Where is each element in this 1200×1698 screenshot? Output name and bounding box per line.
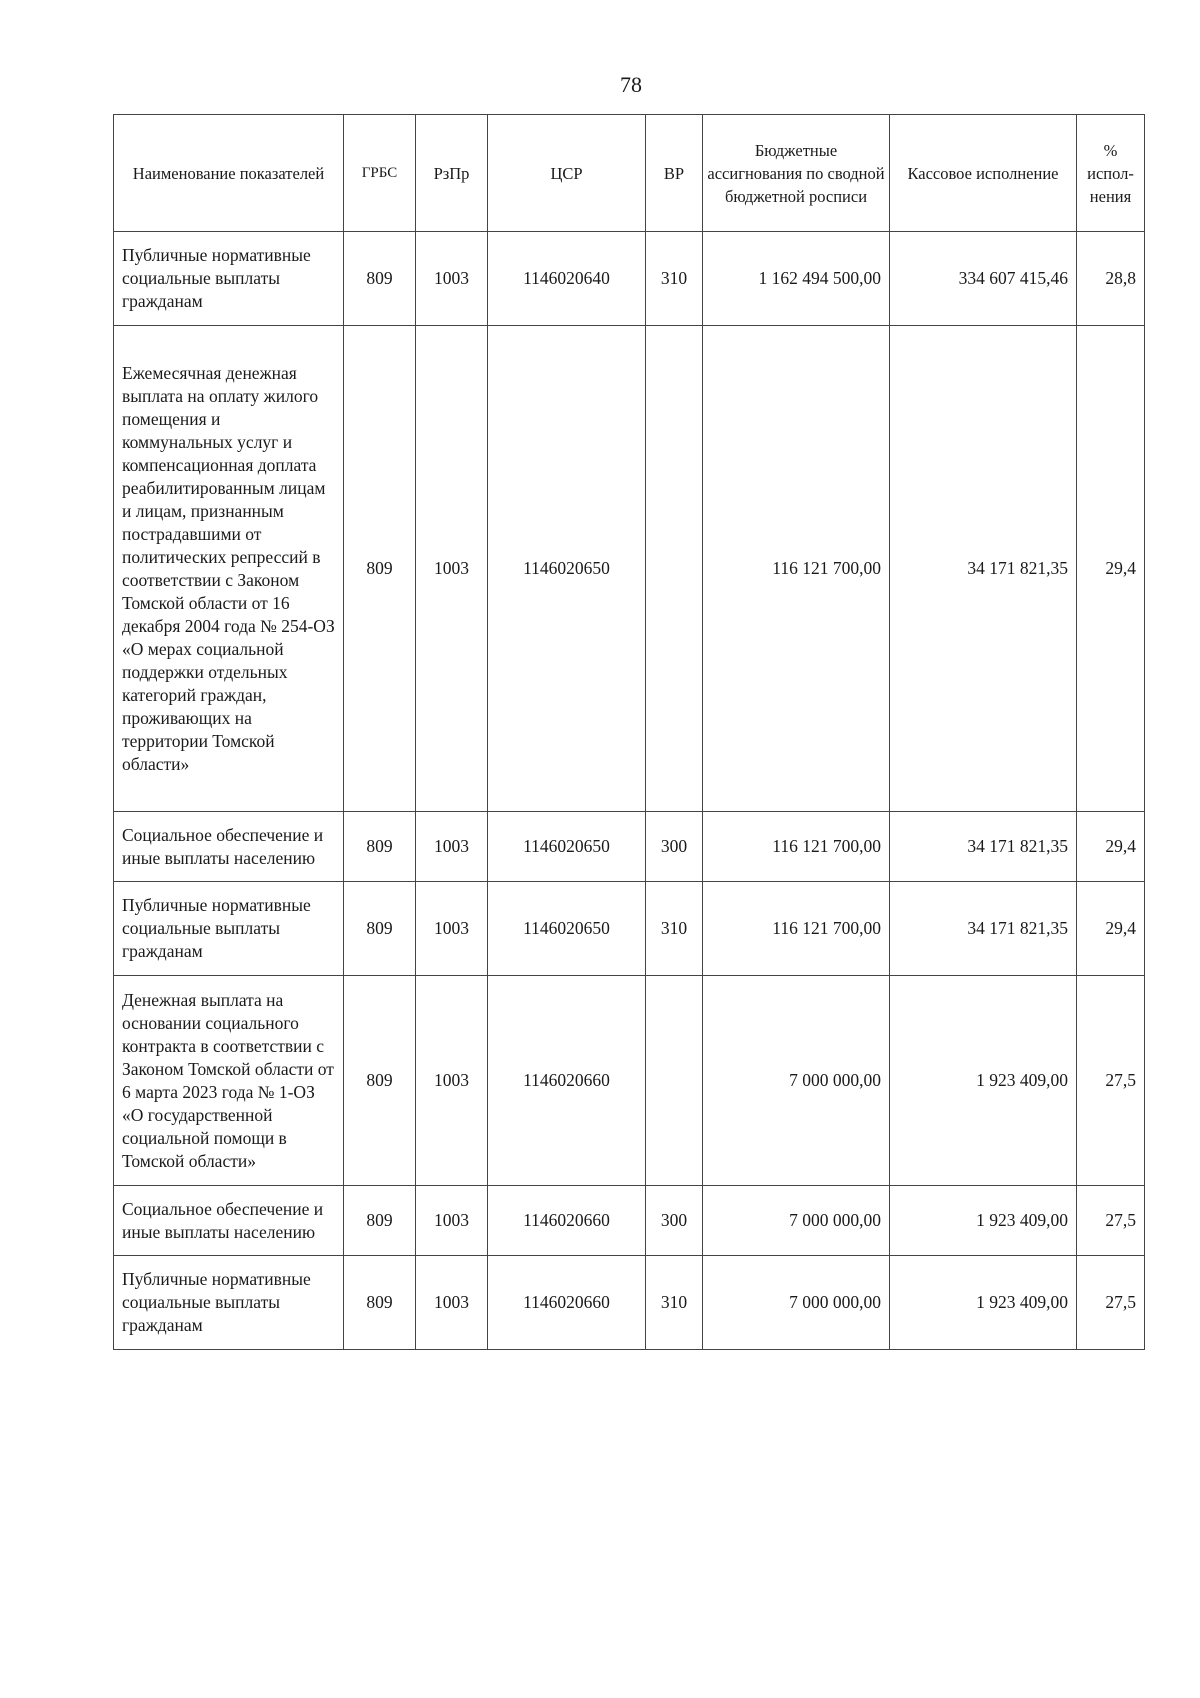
row-budget: 116 121 700,00 [703,326,890,812]
row-budget: 116 121 700,00 [703,812,890,882]
row-budget: 116 121 700,00 [703,882,890,976]
row-vr: 310 [646,1256,703,1350]
row-cash: 334 607 415,46 [890,232,1077,326]
row-percent: 27,5 [1077,1256,1145,1350]
row-name: Публичные нормативные социальные выплаты гражданам [114,882,344,976]
row-percent: 27,5 [1077,1186,1145,1256]
table-row [114,232,1145,326]
row-csr: 1146020660 [488,1256,646,1350]
row-grbs: 809 [344,232,416,326]
row-rzpr: 1003 [416,326,488,812]
row-vr [646,976,703,1186]
row-cash: 34 171 821,35 [890,812,1077,882]
header-vr: ВР [646,115,703,232]
header-csr: ЦСР [488,115,646,232]
table-row [114,1186,1145,1256]
row-rzpr: 1003 [416,1186,488,1256]
row-percent: 29,4 [1077,812,1145,882]
row-vr: 300 [646,1186,703,1256]
row-grbs: 809 [344,326,416,812]
row-csr: 1146020640 [488,232,646,326]
page-number: 78 [620,72,642,97]
row-grbs: 809 [344,1256,416,1350]
row-cash: 1 923 409,00 [890,1256,1077,1350]
header-rzpr: РзПр [416,115,488,232]
row-name: Публичные нормативные социальные выплаты гражданам [114,232,344,326]
table-row [114,976,1145,1186]
row-name: Публичные нормативные социальные выплаты гражданам [114,1256,344,1350]
table-row [114,812,1145,882]
row-cash: 34 171 821,35 [890,326,1077,812]
row-percent: 29,4 [1077,882,1145,976]
row-percent: 29,4 [1077,326,1145,812]
row-budget: 7 000 000,00 [703,1256,890,1350]
row-vr: 300 [646,812,703,882]
row-name: Денежная выплата на основании социального контракта в соответствии с Законом Томской области от 6 марта 2023 года № 1-ОЗ «О государственной социальной помощи в Томской области» [114,976,344,1186]
header-grbs: ГРБС [344,115,416,232]
row-csr: 1146020650 [488,326,646,812]
header-budget: Бюджетные ассигнования по сводной бюджетной росписи [703,115,890,232]
budget-execution-table [113,114,1145,1350]
row-rzpr: 1003 [416,232,488,326]
row-rzpr: 1003 [416,1256,488,1350]
row-cash: 34 171 821,35 [890,882,1077,976]
table-row [114,882,1145,976]
row-vr [646,326,703,812]
row-name: Социальное обеспечение и иные выплаты населению [114,812,344,882]
row-name: Социальное обеспечение и иные выплаты населению [114,1186,344,1256]
row-percent: 27,5 [1077,976,1145,1186]
table-row [114,1256,1145,1350]
row-vr: 310 [646,882,703,976]
table-row [114,326,1145,812]
header-percent: % испол-нения [1077,115,1145,232]
header-name: Наименование показателей [114,115,344,232]
row-grbs: 809 [344,976,416,1186]
row-name: Ежемесячная денежная выплата на оплату жилого помещения и коммунальных услуг и компенсационная доплата реабилитированным лицам и лицам, признанным пострадавшими от политических репрессий в соответствии с Законом Томской области от 16 декабря 2004 года № 254-ОЗ «О мерах социальной поддержки отдельных категорий граждан, проживающих на территории Томской области» [114,326,344,812]
row-grbs: 809 [344,882,416,976]
row-csr: 1146020660 [488,976,646,1186]
row-percent: 28,8 [1077,232,1145,326]
row-rzpr: 1003 [416,812,488,882]
header-cash: Кассовое исполнение [890,115,1077,232]
row-rzpr: 1003 [416,882,488,976]
row-budget: 7 000 000,00 [703,976,890,1186]
row-vr: 310 [646,232,703,326]
row-csr: 1146020650 [488,812,646,882]
table-header-row [114,115,1145,232]
row-grbs: 809 [344,812,416,882]
row-budget: 1 162 494 500,00 [703,232,890,326]
row-cash: 1 923 409,00 [890,976,1077,1186]
row-csr: 1146020650 [488,882,646,976]
row-csr: 1146020660 [488,1186,646,1256]
row-grbs: 809 [344,1186,416,1256]
row-cash: 1 923 409,00 [890,1186,1077,1256]
row-budget: 7 000 000,00 [703,1186,890,1256]
row-rzpr: 1003 [416,976,488,1186]
